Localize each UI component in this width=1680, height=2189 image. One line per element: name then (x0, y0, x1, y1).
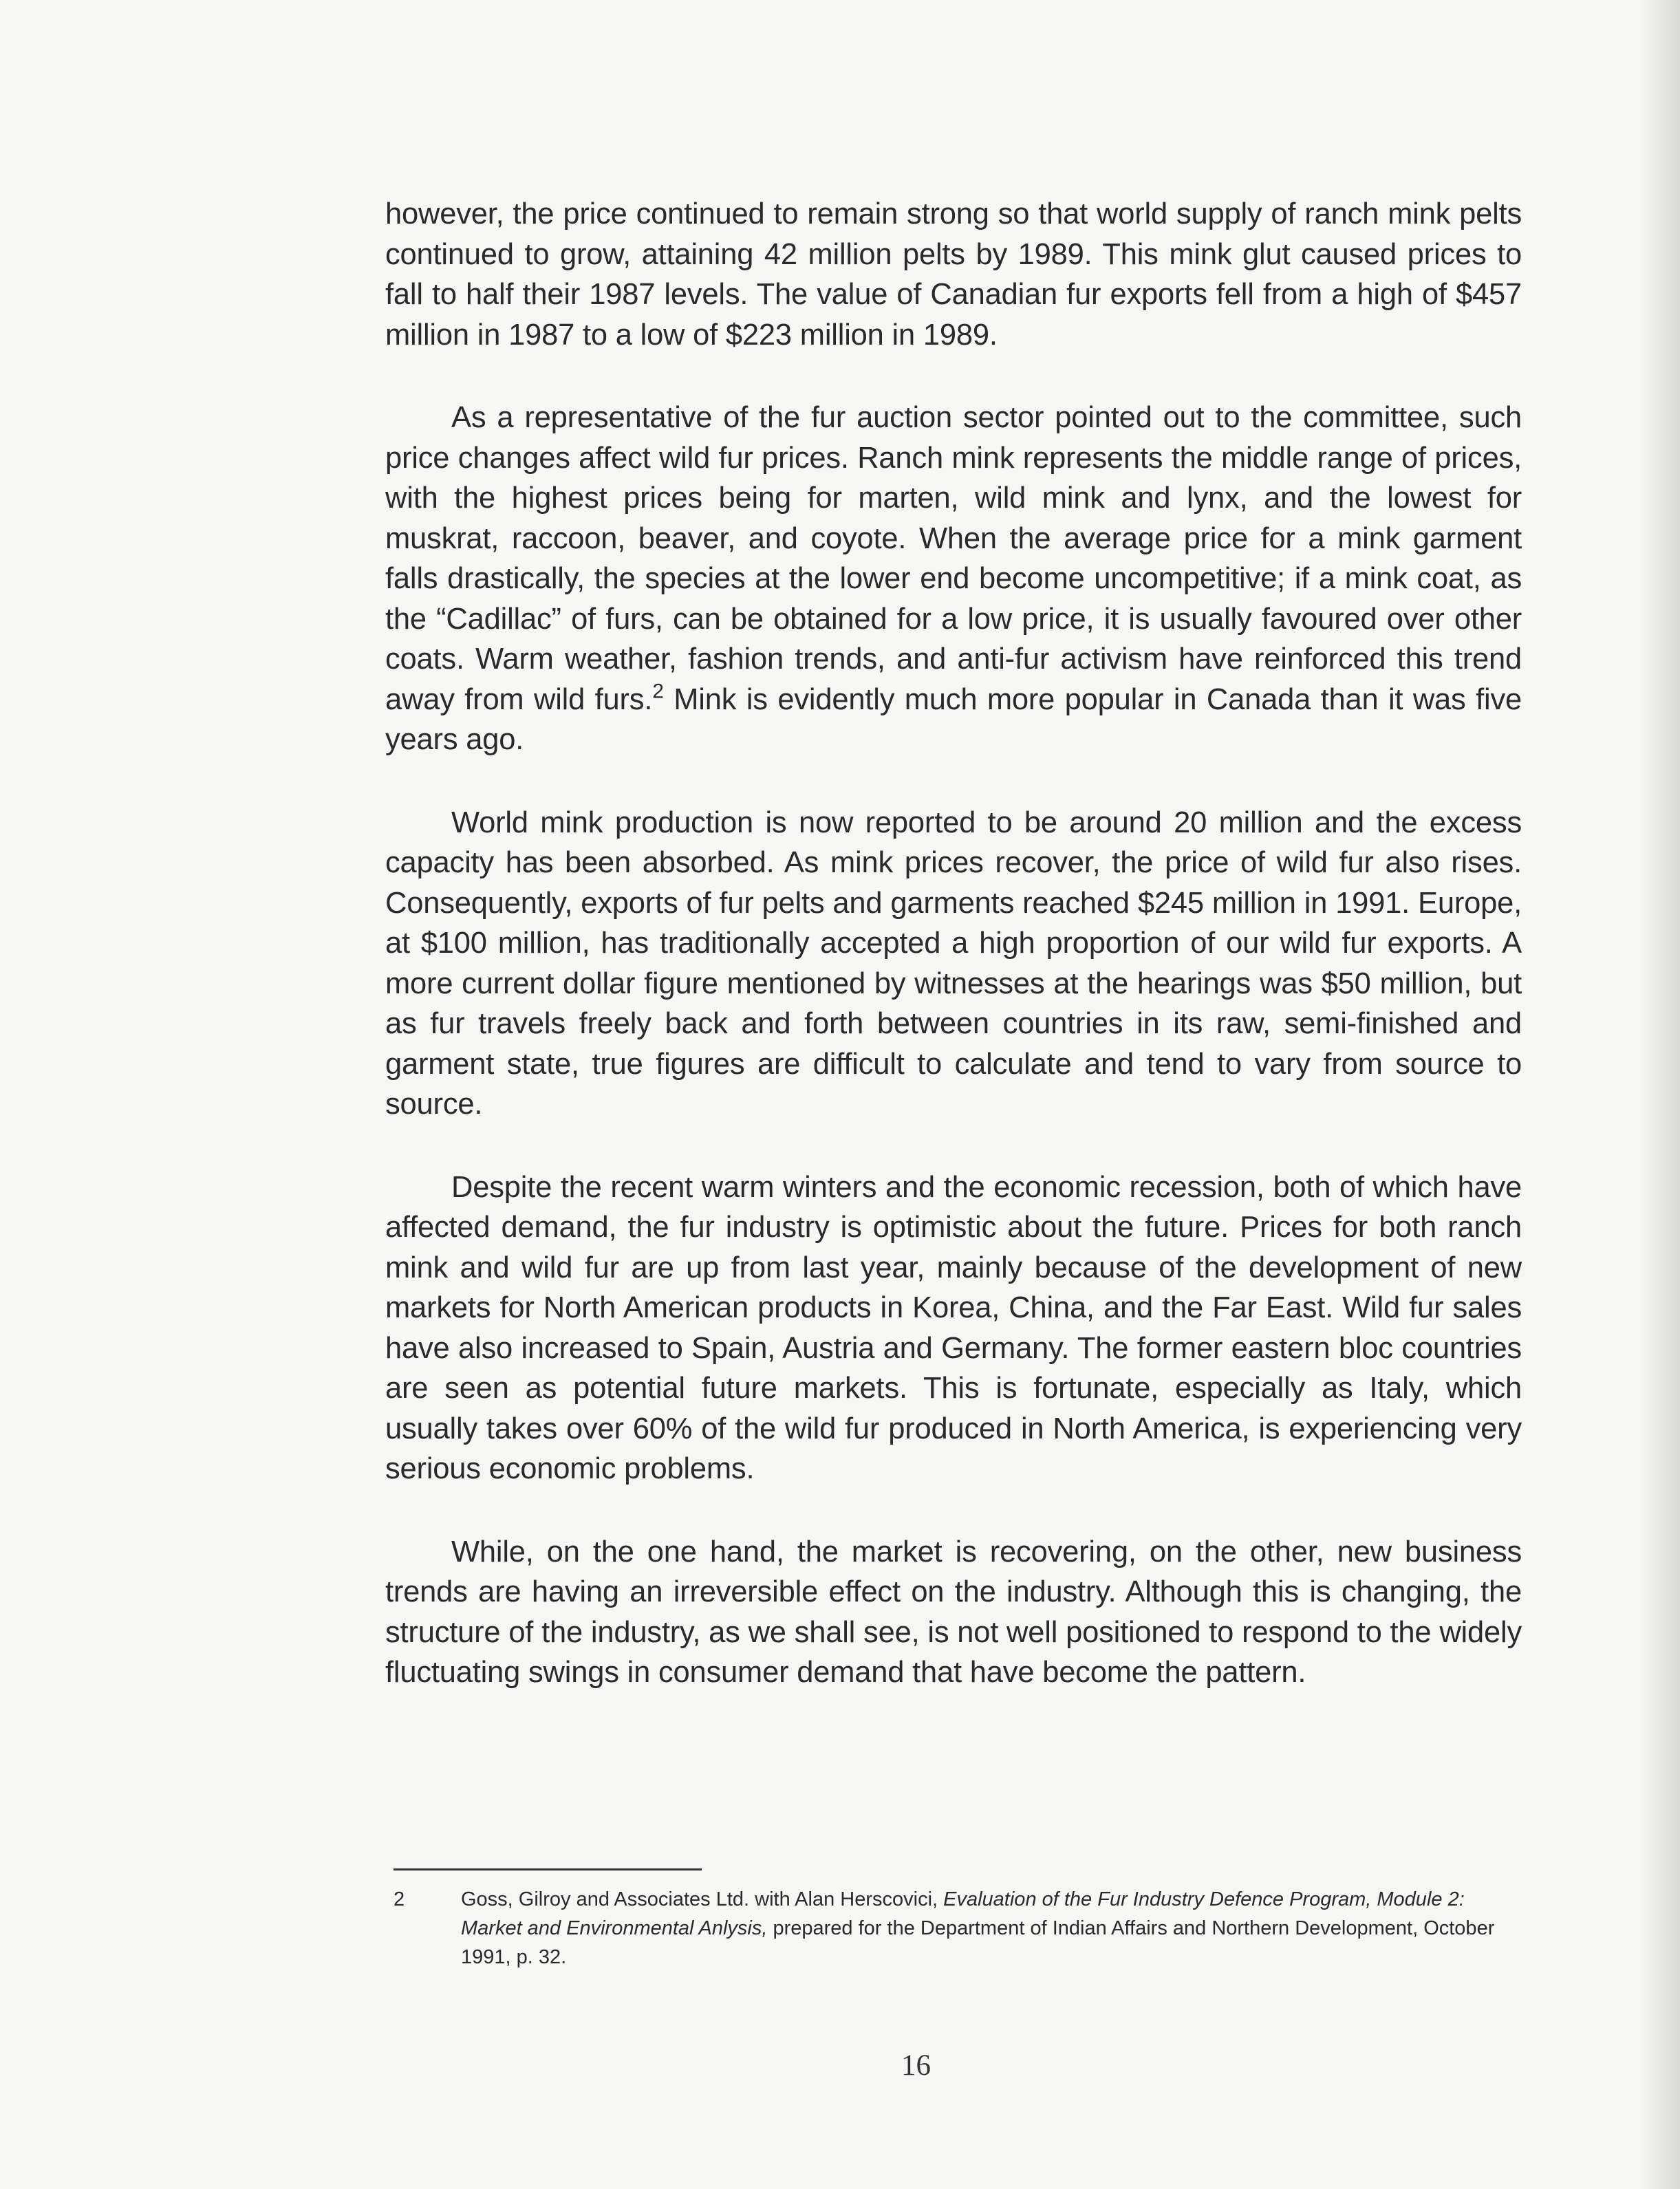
footnote-divider (394, 1868, 702, 1870)
footnote-title: Evaluation of the Fur Industry Defence Program, Module 2: Market and Environmental Anlysis, (461, 1888, 1465, 1939)
page-number: 16 (901, 2049, 931, 2082)
footnote-text-before: Goss, Gilroy and Associates Ltd. with Alan Herscovici, (461, 1888, 944, 1910)
paragraph-1: however, the price continued to remain strong so that world supply of ranch mink pelts continued to grow, attaining 42 million pelts by 1989. This mink glut caused prices to fall to half their 1987 levels. The value of Canadian fur exports fell from a high of $457 million in 1987 to a low of $223 million in 1989. (385, 197, 1522, 352)
paragraph-4: Despite the recent warm winters and the economic recession, both of which have affected demand, the fur industry is optimistic about the future. Prices for both ranch mink and wild fur are up from last year, mainly because of the development of new markets for North American products in Korea, China, and the Far East. Wild fur sales have also increased to Spain, Austria and Germany. The former eastern bloc countries are seen as potential future markets. This is fortunate, especially as Italy, which usually takes over 60% of the wild fur produced in North America, is experiencing very serious economic problems. (385, 1170, 1522, 1485)
paragraph-5: While, on the one hand, the market is recovering, on the other, new business trends are having an irreversible effect on the industry. Although this is changing, the structure of the industry, as we shall see, is not well positioned to respond to the widely fluctuating swings in consumer demand that have become the pattern. (385, 1535, 1522, 1689)
paragraph-3: World mink production is now reported to be around 20 million and the excess capacity has been absorbed. As mink prices recover, the price of wild fur also rises. Consequently, exports of fur pelts and garments reached $245 million in 1991. Europe, at $100 million, has traditionally accepted a high proportion of our wild fur exports. A more current dollar figure mentioned by witnesses at the hearings was $50 million, but as fur travels freely back and forth between countries in its raw, semi-finished and garment state, true figures are difficult to calculate and tend to vary from source to source. (385, 806, 1522, 1121)
paragraph-2-text-before: As a representative of the fur auction sector pointed out to the committee, such price changes affect wild fur prices. Ranch mink represents the middle range of prices, with the highest prices being for marten, wild mink and lynx, and the lowest for muskrat, raccoon, beaver, and coyote. When the average price for a mink garment falls drastically, the species at the lower end become uncompetitive; if a mink coat, as the “Cadillac” of furs, can be obtained for a low price, it is usually favoured over other coats. Warm weather, fashion trends, and anti-fur activism have reinforced this trend away from wild furs. (385, 401, 1522, 716)
footnote (394, 1885, 1522, 1972)
paragraph-2-text-after: Mink is evidently much more popular in Canada than it was five years ago. (385, 682, 1522, 756)
page-edge-shadow (1639, 0, 1680, 2189)
footnote-text-after: prepared for the Department of Indian Affairs and Northern Development, October 1991, p. 32. (461, 1917, 1495, 1968)
footnote-marker: 2 (394, 1888, 405, 1910)
footnote-text (461, 1885, 1522, 1972)
paragraph-2 (385, 398, 1522, 760)
body-text (385, 194, 1522, 1736)
footnote-reference: 2 (652, 680, 664, 702)
